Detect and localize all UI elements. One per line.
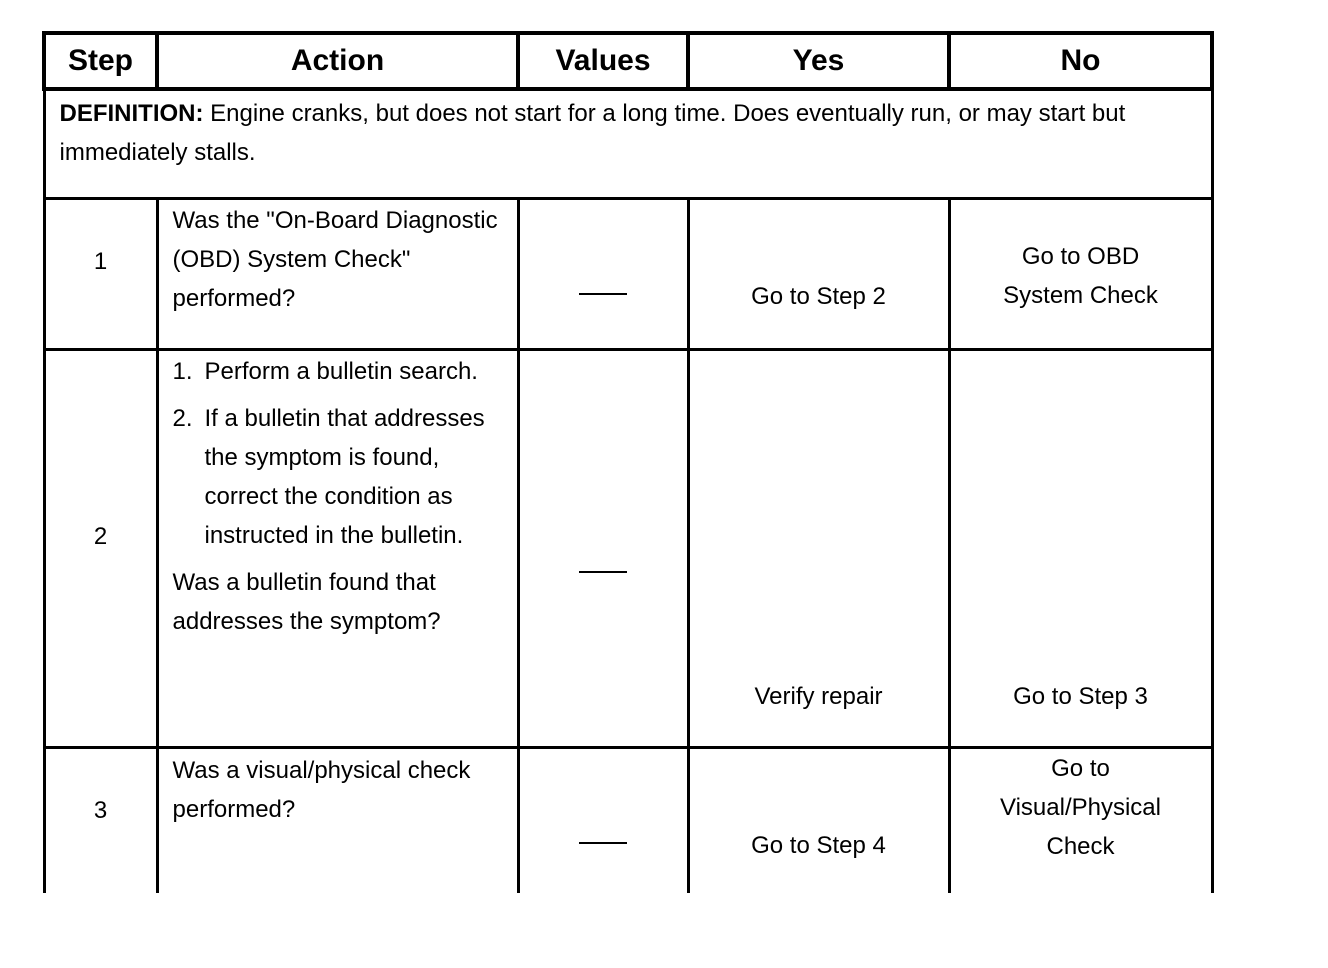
table-row	[44, 199, 1212, 350]
yes-cell	[688, 748, 949, 893]
values-cell	[518, 748, 688, 893]
action-text: Was a visual/physical check performed?	[172, 757, 471, 823]
no-text: Go to Step 3	[1013, 683, 1148, 710]
definition-label: DEFINITION:	[59, 100, 204, 127]
step-number: 1	[93, 248, 108, 275]
step-cell	[44, 199, 157, 350]
no-cell	[949, 199, 1212, 350]
step-number: 2	[93, 523, 108, 550]
header-values: Values	[518, 33, 688, 89]
action-list-item: 1. Perform a bulletin search.	[172, 358, 478, 385]
action-cell	[157, 350, 518, 748]
step-cell	[44, 350, 157, 748]
header-step: Step	[44, 33, 157, 89]
table-row	[44, 748, 1212, 893]
action-question: Was a bulletin found that addresses the symptom?	[172, 569, 441, 635]
diagnostic-table	[42, 31, 1214, 893]
yes-text: Verify repair	[754, 683, 883, 710]
definition-text	[60, 91, 1197, 172]
step-cell	[44, 748, 157, 893]
action-list-item: 2. If a bulletin that addresses the symptom is found, correct the condition as instructed in the bulletin.	[172, 405, 485, 549]
values-cell	[518, 350, 688, 748]
header-action: Action	[157, 33, 518, 89]
values-dash	[579, 571, 627, 573]
no-cell	[949, 350, 1212, 748]
no-cell	[949, 748, 1212, 893]
table-row	[44, 350, 1212, 748]
yes-cell	[688, 199, 949, 350]
no-text: Go to OBD System Check	[1003, 243, 1158, 309]
yes-text: Go to Step 2	[751, 283, 886, 310]
yes-cell	[688, 350, 949, 748]
action-cell	[157, 748, 518, 893]
values-cell	[518, 199, 688, 350]
header-yes: Yes	[688, 33, 949, 89]
values-dash	[579, 293, 627, 295]
step-number: 3	[93, 797, 108, 824]
action-text: Was the "On-Board Diagnostic (OBD) System Check" performed?	[172, 207, 498, 312]
definition-cell	[44, 89, 1212, 199]
definition-body: Engine cranks, but does not start for a long time. Does eventually run, or may start but immediately stalls.	[59, 100, 1126, 166]
header-no: No	[949, 33, 1212, 89]
values-dash	[579, 842, 627, 844]
yes-text: Go to Step 4	[751, 832, 886, 859]
action-cell	[157, 199, 518, 350]
no-text: Go to Visual/Physical Check	[1000, 755, 1161, 860]
header-row	[44, 33, 1212, 89]
definition-row	[44, 89, 1212, 199]
